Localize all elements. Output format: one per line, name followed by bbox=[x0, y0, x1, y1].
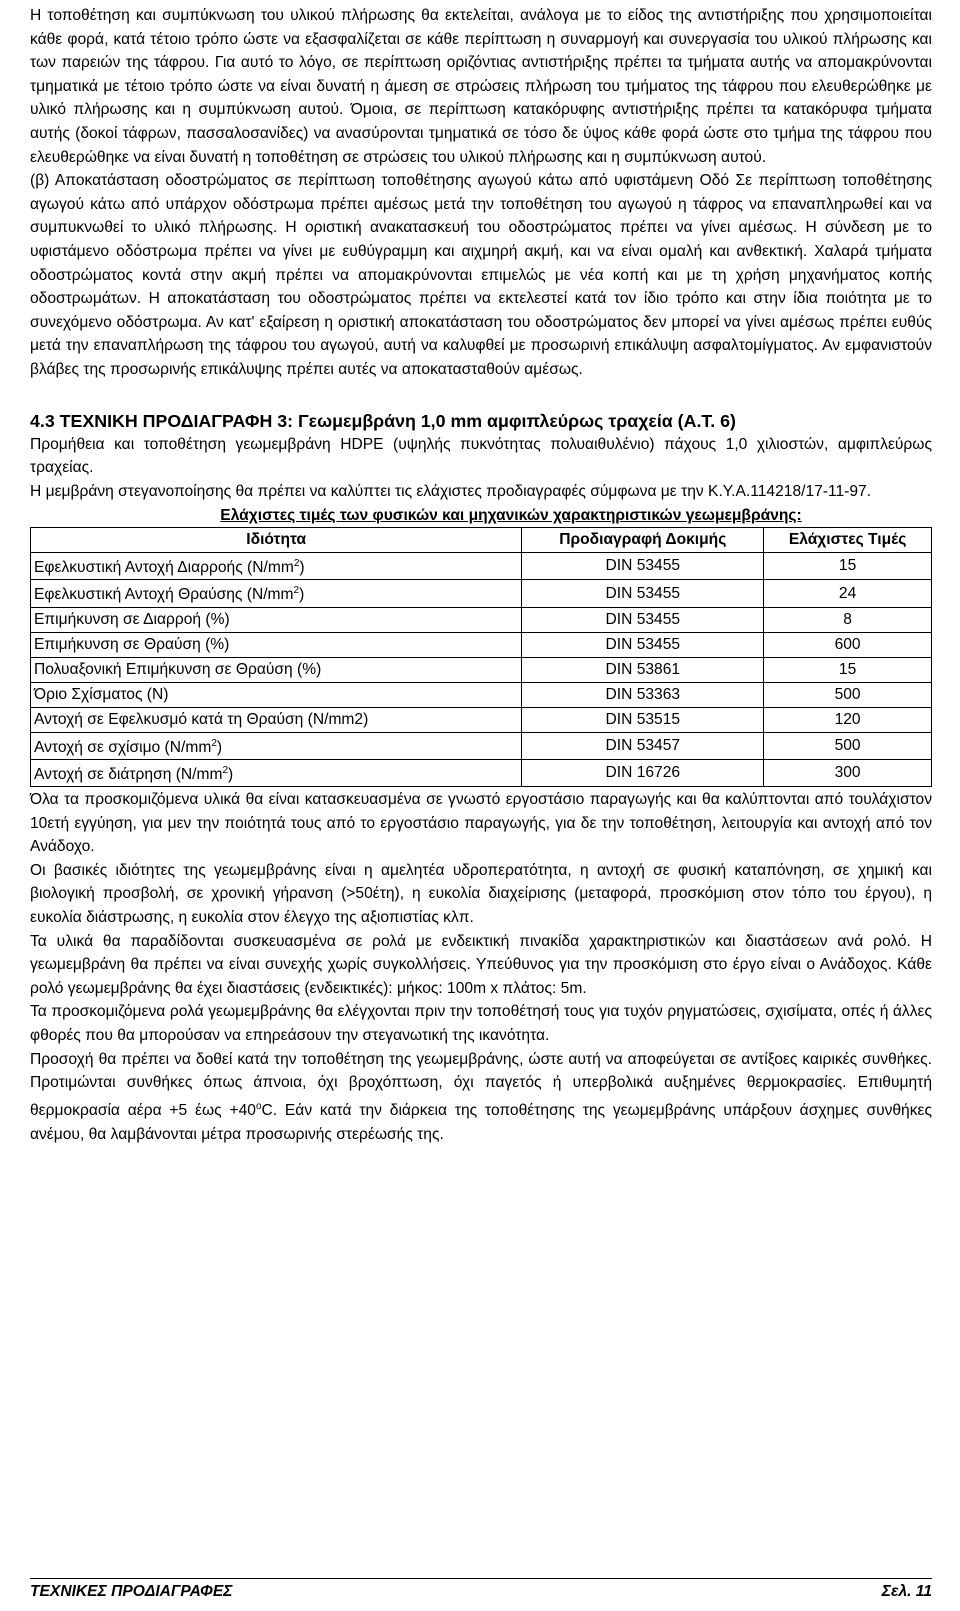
property-text: Αντοχή σε σχίσιμο (N/mm bbox=[34, 738, 212, 756]
unit-superscript: 2 bbox=[293, 558, 300, 570]
cell-min-value: 120 bbox=[764, 707, 932, 732]
cell-property bbox=[31, 553, 522, 580]
paragraph-properties: Οι βασικές ιδιότητες της γεωμεμβράνης είναι η αμελητέα υδροπερατότητα, η αντοχή σε φυσική καταπόνηση, σε χημική και βιολογική προσβολή, σε χρονική γήρανση (>50έτη), η ευκολία διαχείρισης (μεταφορά, προσκόμιση στον τόπο του έργου), η ευκολία διάστρωσης, η ευκολία στον έλεγχο της αξιοπιστίας κλπ. bbox=[30, 861, 932, 926]
specs-table bbox=[30, 527, 932, 787]
paragraph-road-restoration: (β) Αποκατάσταση οδοστρώματος σε περίπτωση τοποθέτησης αγωγού κάτω από υφιστάμενη Οδό Σε περίπτωση τοποθέτησης αγωγού κάτω από υπάρχον οδόστρωμα πρέπει αμέσως μετά την τοποθέτηση του αγωγού η τάφρος να επαναπληρωθεί και να συμπυκνωθεί το υλικό πλήρωσης. Η οριστική ανακατασκευή του οδοστρώματος πρέπει να γίνει αμέσως. Η σύνδεση με το υφιστάμενο οδόστρωμα πρέπει να γίνει με ευθύγραμμη και αιχμηρή ακμή, και να είναι ομαλή και ανθεκτική. Χαλαρά τμήματα οδοστρώματος κοντά στην ακμή πρέπει να απομακρύνονται επιμελώς με νέα κοπή και με τη χρήση μηχανήματος κοπής οδοστρωμάτων. Η αποκατάσταση του οδοστρώματος πρέπει να εκτελεστεί κατά τον ίδιο τρόπο και στην ίδια ποιότητα με το συνεχόμενο οδόστρωμα. Αν κατ' εξαίρεση η οριστική αποκατάσταση του οδοστρώματος δεν μπορεί να γίνει αμέσως πρέπει ευθύς μετά την επαναπλήρωση της τάφρου του αγωγού, αυτή να καλυφθεί με προσωρινή επικάλυψη ασφαλτομίγματος. Αν εμφανιστούν βλάβες της προσωρινής επικάλυψης πρέπει αυτές να αποκατασταθούν αμέσως. bbox=[30, 172, 932, 378]
table-row bbox=[31, 553, 932, 580]
cell-property bbox=[31, 657, 522, 682]
table-row bbox=[31, 707, 932, 732]
cell-min-value: 8 bbox=[764, 607, 932, 632]
cell-property bbox=[31, 632, 522, 657]
property-suffix: ) bbox=[216, 738, 223, 756]
cell-min-value: 300 bbox=[764, 759, 932, 786]
cell-property bbox=[31, 682, 522, 707]
table-title: Ελάχιστες τιμές των φυσικών και μηχανικών χαρακτηριστικών γεωμεμβράνης: bbox=[220, 507, 802, 525]
cell-property bbox=[31, 707, 522, 732]
cell-test-spec: DIN 53455 bbox=[522, 632, 764, 657]
table-row bbox=[31, 632, 932, 657]
cell-min-value: 500 bbox=[764, 732, 932, 759]
property-suffix: ) bbox=[299, 559, 305, 577]
cell-min-value: 600 bbox=[764, 632, 932, 657]
weather-text-part-2: C. Εάν κατά την διάρκεια της τοποθέτησης της γεωμεμβράνης υπάρξουν άσχημες συνθήκες ανέμου, θα λαμβάνονται μέτρα προσωρινής στερέωσής της. bbox=[30, 1101, 932, 1143]
unit-superscript: 2 bbox=[222, 764, 229, 776]
page-number: Σελ. 11 bbox=[881, 1583, 932, 1600]
table-header-row bbox=[31, 528, 932, 553]
cell-property bbox=[31, 732, 522, 759]
cell-test-spec: DIN 53455 bbox=[522, 553, 764, 580]
property-suffix: ) bbox=[228, 766, 234, 784]
table-row bbox=[31, 732, 932, 759]
cell-min-value: 500 bbox=[764, 682, 932, 707]
cell-test-spec: DIN 53363 bbox=[522, 682, 764, 707]
table-row bbox=[31, 657, 932, 682]
table-row bbox=[31, 682, 932, 707]
paragraph-delivery: Τα υλικά θα παραδίδονται συσκευασμένα σε ρολά με ενδεικτική πινακίδα χαρακτηριστικών και διαστάσεων ανά ρολό. Η γεωμεμβράνη θα πρέπει να είναι συνεχής χωρίς συγκολλήσεις. Υπεύθυνος για την προσκόμιση στο έργο είναι ο Ανάδοχος. Κάθε ρολό γεωμεμβράνης θα έχει διαστάσεις (ενδεικτικές): μήκος: 100m x πλάτος: 5m. bbox=[30, 932, 932, 997]
table-body bbox=[31, 553, 932, 787]
cell-test-spec: DIN 53455 bbox=[522, 607, 764, 632]
header-min-values: Ελάχιστες Τιμές bbox=[764, 528, 932, 553]
unit-superscript: 2 bbox=[211, 737, 217, 749]
cell-test-spec: DIN 16726 bbox=[522, 759, 764, 786]
property-text: Εφελκυστική Αντοχή Διαρροής (N/mm bbox=[34, 559, 294, 577]
unit-superscript: 2 bbox=[293, 585, 300, 597]
cell-property bbox=[31, 759, 522, 786]
property-text: Αντοχή σε διάτρηση (N/mm bbox=[34, 766, 223, 784]
footer-title: ΤΕΧΝΙΚΕΣ ΠΡΟΔΙΑΓΡΑΦΕΣ bbox=[30, 1583, 233, 1600]
cell-test-spec: DIN 53455 bbox=[522, 580, 764, 607]
cell-min-value: 15 bbox=[764, 553, 932, 580]
header-test-spec: Προδιαγραφή Δοκιμής bbox=[522, 528, 764, 553]
degree-superscript: ο bbox=[255, 1100, 262, 1112]
property-text: Εφελκυστική Αντοχή Θραύσης (N/mm bbox=[34, 586, 294, 604]
property-text: Αντοχή σε Εφελκυσμό κατά τη Θραύση (N/mm2) bbox=[34, 710, 369, 728]
paragraph-backfill: Η τοποθέτηση και συμπύκνωση του υλικού πλήρωσης θα εκτελείται, ανάλογα με το είδος της αντιστήριξης που χρησιμοποιείται κάθε φορά, κατά τέτοιο τρόπο ώστε να εξασφαλίζεται σε κάθε περίπτωση η συναρμογή και συνεργασία του υλικού πλήρωσης και των παρειών της τάφρου. Για αυτό το λόγο, σε περίπτωση οριζόντιας αντιστήριξης πρέπει τα τμήματα αυτής να απομακρύνονται τμηματικά με τέτοιο τρόπο ώστε να είναι δυνατή η άμεση σε στρώσεις πλήρωση του τμήματος της τάφρου που ελευθερώθηκε με υλικό πλήρωσης και η συμπύκνωση αυτού. Όμοια, σε περίπτωση κατακόρυφης αντιστήριξης πρέπει τα κατακόρυφα τμήματα αυτής (δοκοί τάφρων, πασσαλοσανίδες) να ανασύρονται τμηματικά σε τόσο δε ύψος κάθε φορά ώστε στο τμήμα της τάφρου που ελευθερώθηκε να είναι δυνατή η τοποθέτηση σε στρώσεις του υλικού πλήρωσης και η συμπύκνωση αυτού. bbox=[30, 7, 932, 166]
cell-test-spec: DIN 53515 bbox=[522, 707, 764, 732]
table-row bbox=[31, 607, 932, 632]
cell-property bbox=[31, 607, 522, 632]
cell-min-value: 15 bbox=[764, 657, 932, 682]
paragraph-supply: Προμήθεια και τοποθέτηση γεωμεμβράνη HDPE (υψηλής πυκνότητας πολυαιθυλένιο) πάχους 1,0 χιλιοστών, αμφιπλεύρως τραχείας. bbox=[30, 435, 932, 477]
cell-test-spec: DIN 53861 bbox=[522, 657, 764, 682]
document-page bbox=[30, 4, 932, 1146]
cell-property bbox=[31, 580, 522, 607]
property-text: Πολυαξονική Επιμήκυνση σε Θραύση (%) bbox=[34, 660, 322, 678]
paragraph-specs-requirement: Η μεμβράνη στεγανοποίησης θα πρέπει να καλύπτει τις ελάχιστες προδιαγραφές σύμφωνα με την Κ.Υ.Α.114218/17-11-97. bbox=[30, 482, 872, 500]
paragraph-inspection: Τα προσκομιζόμενα ρολά γεωμεμβράνης θα ελέγχονται πριν την τοποθέτησή τους για τυχόν ρηγματώσεις, σχισίματα, οπές ή άλλες φθορές που θα μπορούσαν να επηρεάσουν την στεγανωτική της ικανότητα. bbox=[30, 1003, 932, 1044]
property-text: Επιμήκυνση σε Θραύση (%) bbox=[34, 635, 230, 653]
property-text: Επιμήκυνση σε Διαρροή (%) bbox=[34, 610, 230, 628]
section-heading: 4.3 ΤΕΧΝΙΚΗ ΠΡΟΔΙΑΓΡΑΦΗ 3: Γεωμεμβράνη 1,0 mm αμφιπλεύρως τραχεία (Α.Τ. 6) bbox=[30, 410, 736, 431]
property-text: Όριο Σχίσματος (Ν) bbox=[34, 685, 169, 703]
property-suffix: ) bbox=[299, 586, 305, 604]
page-footer bbox=[30, 1578, 932, 1601]
cell-min-value: 24 bbox=[764, 580, 932, 607]
header-property: Ιδιότητα bbox=[31, 528, 522, 553]
weather-text-part-1: Προσοχή θα πρέπει να δοθεί κατά την τοποθέτηση της γεωμεμβράνης, ώστε αυτή να αποφεύγεται σε αντίξοες καιρικές συνθήκες. Προτιμώνται συνθήκες όπως άπνοια, όχι βροχόπτωση, όχι παγετός ή υπερβολικά αυξημένες θερμοκρασίες. Επιθυμητή θερμοκρασία αέρα +5 έως +40 bbox=[30, 1050, 932, 1119]
table-row bbox=[31, 580, 932, 607]
paragraph-weather bbox=[30, 1048, 932, 1147]
paragraph-warranty: Όλα τα προσκομιζόμενα υλικά θα είναι κατασκευασμένα σε γνωστό εργοστάσιο παραγωγής και θα καλύπτονται από τουλάχιστον 10ετή εγγύηση, για μεν την ποιότητά τους από το εργοστάσιο παραγωγής, για δε την τοποθέτηση, λειτουργία και αντοχή από τον Ανάδοχο. bbox=[30, 791, 932, 856]
table-row bbox=[31, 759, 932, 786]
cell-test-spec: DIN 53457 bbox=[522, 732, 764, 759]
